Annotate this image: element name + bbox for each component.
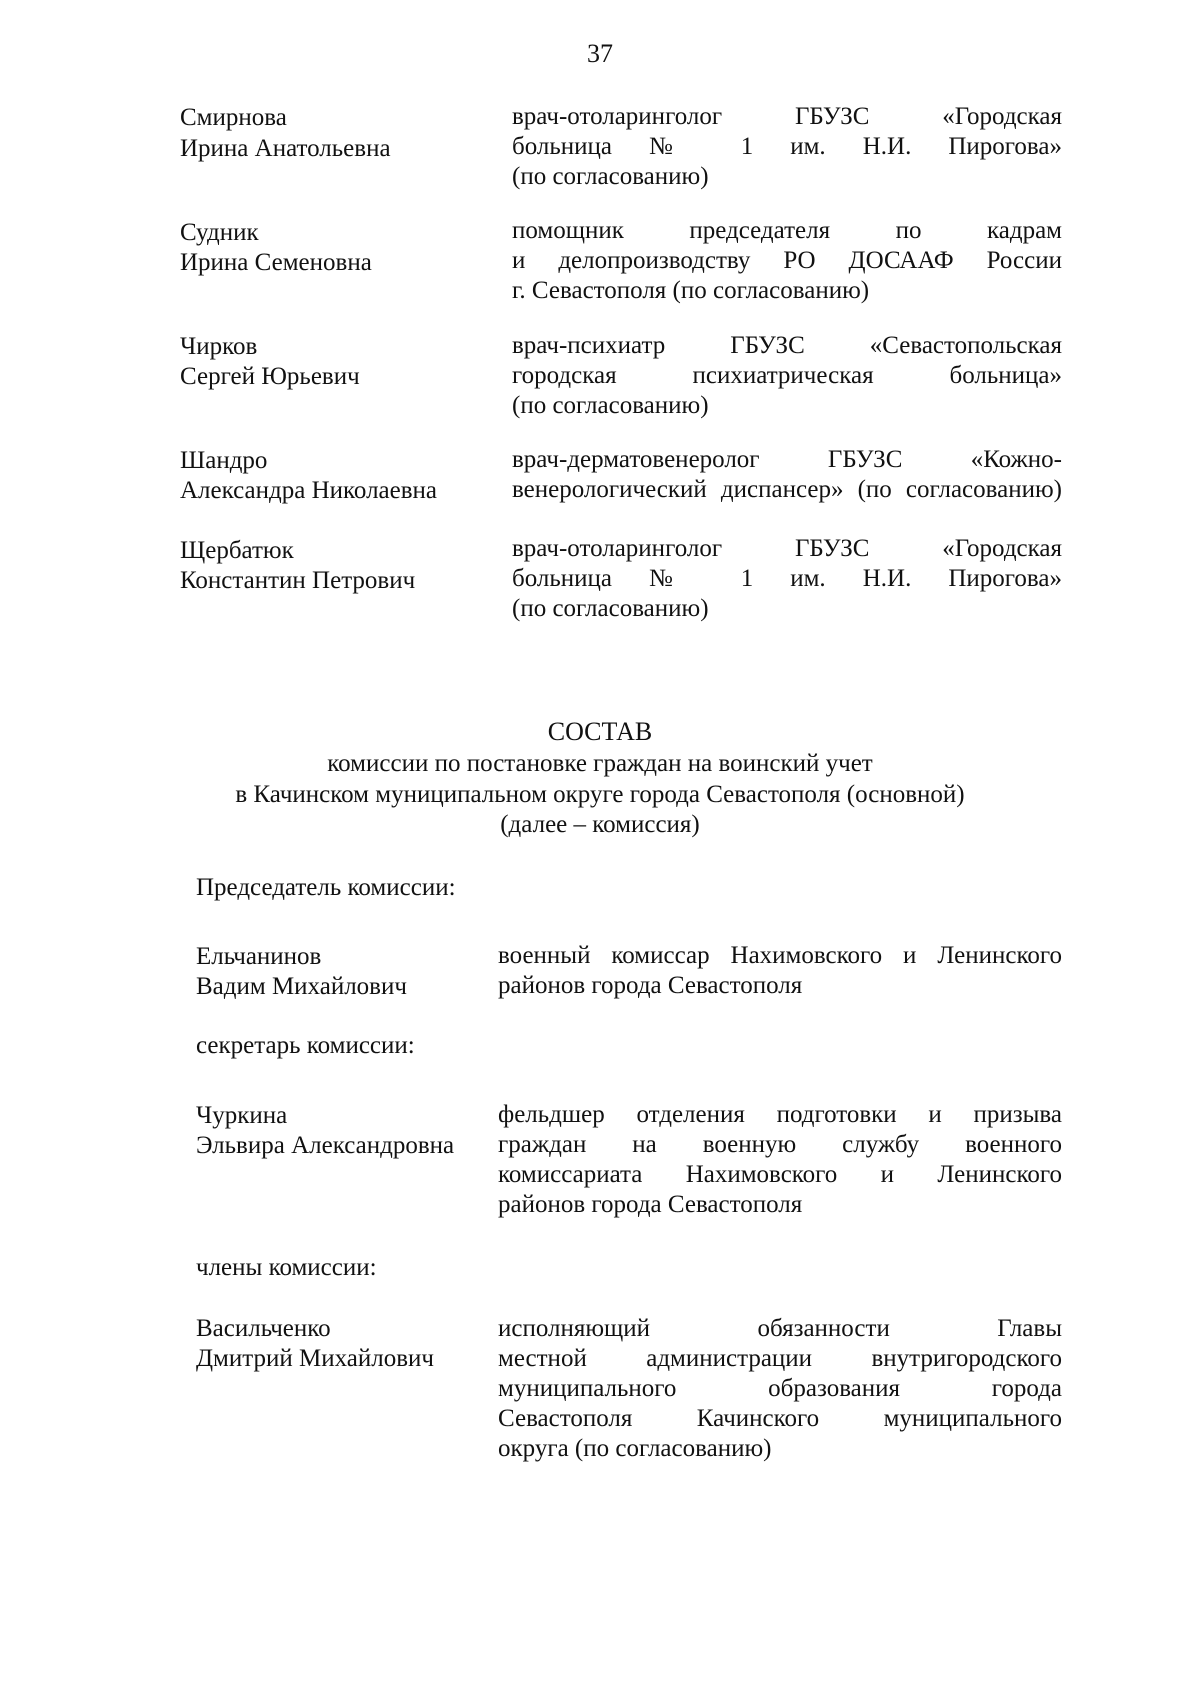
description-line: врач-психиатр ГБУЗС «Севастопольская <box>512 332 1062 359</box>
description-line: муниципального образования города <box>498 1375 1062 1402</box>
description-line: врач-отоларинголог ГБУЗС «Городская <box>512 103 1062 130</box>
member-given-name: Александра Николаевна <box>180 477 438 504</box>
member-description <box>512 534 1062 624</box>
section-title: СОСТАВ <box>547 717 653 746</box>
member-given-name: Ирина Анатольевна <box>180 135 391 162</box>
description-line: врач-отоларинголог ГБУЗС «Городская <box>512 535 1062 562</box>
description-line: врач-дерматовенеролог ГБУЗС «Кожно- <box>512 446 1062 473</box>
member-description <box>512 216 1062 306</box>
description-line: военный комиссар Нахимовского и Ленинского <box>498 942 1062 969</box>
member-surname: Чирков <box>180 333 258 360</box>
description-line: (по согласованию) <box>512 392 709 419</box>
member-surname: Васильченко <box>196 1315 331 1342</box>
description-line: районов города Севастополя <box>498 972 803 999</box>
description-line: (по согласованию) <box>512 163 709 190</box>
chairman-label: Председатель комиссии: <box>196 874 456 901</box>
description-line: (по согласованию) <box>512 595 709 622</box>
description-line: округа (по согласованию) <box>498 1435 772 1462</box>
chairman-description <box>498 941 1062 1001</box>
description-line: Севастополя Качинского муниципального <box>498 1405 1062 1432</box>
secretary-given-name: Эльвира Александровна <box>196 1132 455 1159</box>
description-line: комиссариата Нахимовского и Ленинского <box>498 1161 1062 1188</box>
section-subtitle: (далее – комиссия) <box>500 811 700 838</box>
member-surname: Судник <box>180 219 259 246</box>
description-line: граждан на военную службу военного <box>498 1131 1062 1158</box>
description-line: исполняющий обязанности Главы <box>498 1315 1062 1342</box>
member-description <box>512 331 1062 421</box>
chairman-given-name: Вадим Михайлович <box>196 973 407 1000</box>
members-label: члены комиссии: <box>196 1254 377 1281</box>
description-line: венерологический диспансер» (по согласованию) <box>512 476 1062 503</box>
section-subtitle: комиссии по постановке граждан на воинский учет <box>327 750 873 777</box>
description-line: помощник председателя по кадрам <box>512 217 1062 244</box>
description-line: местной администрации внутригородского <box>498 1345 1062 1372</box>
member-given-name: Дмитрий Михайлович <box>196 1345 434 1372</box>
member-surname: Шандро <box>180 447 268 474</box>
section-subtitle: в Качинском муниципальном округе города Севастополя (основной) <box>235 781 965 808</box>
secretary-label: секретарь комиссии: <box>196 1032 415 1059</box>
member-surname: Щербатюк <box>180 537 294 564</box>
description-line: районов города Севастополя <box>498 1191 803 1218</box>
description-line: больница № 1 им. Н.И. Пирогова» <box>512 133 1062 160</box>
secretary-surname: Чуркина <box>196 1102 288 1129</box>
chairman-surname: Ельчанинов <box>196 943 322 970</box>
member-surname: Смирнова <box>180 104 287 131</box>
description-line: и делопроизводству РО ДОСААФ России <box>512 247 1062 274</box>
member-description <box>512 445 1062 505</box>
member-description <box>498 1314 1062 1464</box>
secretary-description <box>498 1100 1062 1220</box>
description-line: больница № 1 им. Н.И. Пирогова» <box>512 565 1062 592</box>
member-description <box>512 102 1062 192</box>
description-line: г. Севастополя (по согласованию) <box>512 277 870 304</box>
member-given-name: Ирина Семеновна <box>180 249 372 276</box>
page-number: 37 <box>587 39 613 68</box>
member-given-name: Константин Петрович <box>180 567 416 594</box>
description-line: городская психиатрическая больница» <box>512 362 1062 389</box>
description-line: фельдшер отделения подготовки и призыва <box>498 1101 1062 1128</box>
member-given-name: Сергей Юрьевич <box>180 363 360 390</box>
